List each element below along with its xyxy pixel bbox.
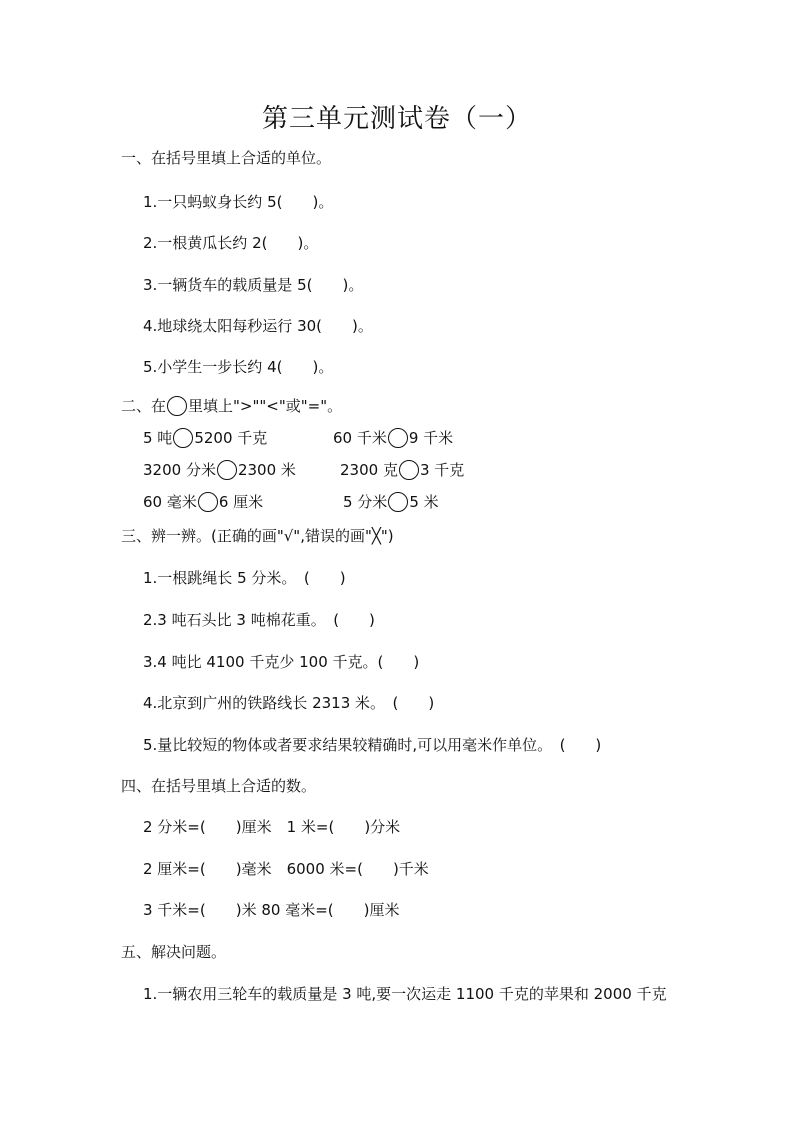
- section-3-item-2: 2.3 吨石头比 3 吨棉花重。 ( ): [143, 611, 375, 629]
- section-3-item-4: 4.北京到广州的铁路线长 2313 米。 ( ): [143, 694, 435, 712]
- comparison-term: 3 千克: [419, 461, 465, 479]
- comparison-term: 5200 千克: [194, 429, 268, 447]
- answer-circle-icon[interactable]: [388, 492, 408, 512]
- answer-circle-icon: [167, 396, 187, 416]
- answer-circle-icon[interactable]: [217, 460, 237, 480]
- section-4-item-3: 3 千米=( )米 80 毫米=( )厘米: [143, 901, 400, 919]
- section-3-heading: 三、辨一辨。(正确的画"√",错误的画"╳"): [121, 527, 394, 545]
- comparison-term: 60 毫米: [143, 493, 197, 511]
- answer-circle-icon[interactable]: [198, 492, 218, 512]
- comparison-left-1: [143, 427, 267, 449]
- section-3-item-1: 1.一根跳绳长 5 分米。 ( ): [143, 569, 346, 587]
- comparison-term: 9 千米: [408, 429, 454, 447]
- section-1-item-1: 1.一只蚂蚁身长约 5( )。: [143, 193, 334, 211]
- section-5-heading: 五、解决问题。: [121, 943, 227, 961]
- answer-circle-icon[interactable]: [399, 460, 419, 480]
- comparison-term: 5 米: [409, 493, 439, 511]
- comparison-term: 5 分米: [343, 493, 388, 511]
- section-3-item-3: 3.4 吨比 4100 千克少 100 千克。( ): [143, 653, 420, 671]
- section-4-item-1: 2 分米=( )厘米 1 米=( )分米: [143, 818, 401, 836]
- comparison-term: 3200 分米: [143, 461, 216, 479]
- section-1-item-4: 4.地球绕太阳每秒运行 30( )。: [143, 317, 373, 335]
- page-title: 第三单元测试卷（一）: [261, 104, 532, 134]
- section-3-item-5: 5.量比较短的物体或者要求结果较精确时,可以用毫米作单位。 ( ): [143, 736, 602, 754]
- section-4-heading: 四、在括号里填上合适的数。: [121, 777, 317, 795]
- section-1-item-5: 5.小学生一步长约 4( )。: [143, 358, 334, 376]
- comparison-term: 60 千米: [333, 429, 387, 447]
- comparison-term: 2300 克: [340, 461, 398, 479]
- answer-circle-icon[interactable]: [388, 428, 408, 448]
- comparison-right-1: [333, 427, 453, 449]
- comparison-right-2: [340, 459, 464, 481]
- section-1-item-2: 2.一根黄瓜长约 2( )。: [143, 234, 319, 252]
- section-2-heading-prefix: 二、在: [121, 397, 167, 415]
- answer-circle-icon[interactable]: [173, 428, 193, 448]
- section-1-item-3: 3.一辆货车的载质量是 5( )。: [143, 276, 364, 294]
- comparison-left-2: [143, 459, 296, 481]
- comparison-right-3: [343, 491, 439, 513]
- section-4-item-2: 2 厘米=( )毫米 6000 米=( )千米: [143, 860, 429, 878]
- comparison-term: 2300 米: [237, 461, 296, 479]
- comparison-term: 5 吨: [143, 429, 173, 447]
- section-5-item-1: 1.一辆农用三轮车的载质量是 3 吨,要一次运走 1100 千克的苹果和 2000 千克: [143, 985, 667, 1003]
- comparison-left-3: [143, 491, 263, 513]
- comparison-term: 6 厘米: [218, 493, 264, 511]
- section-1-heading: 一、在括号里填上合适的单位。: [121, 149, 332, 167]
- section-2-heading: [121, 396, 342, 416]
- section-2-heading-suffix: 里填上">""<"或"="。: [188, 397, 343, 415]
